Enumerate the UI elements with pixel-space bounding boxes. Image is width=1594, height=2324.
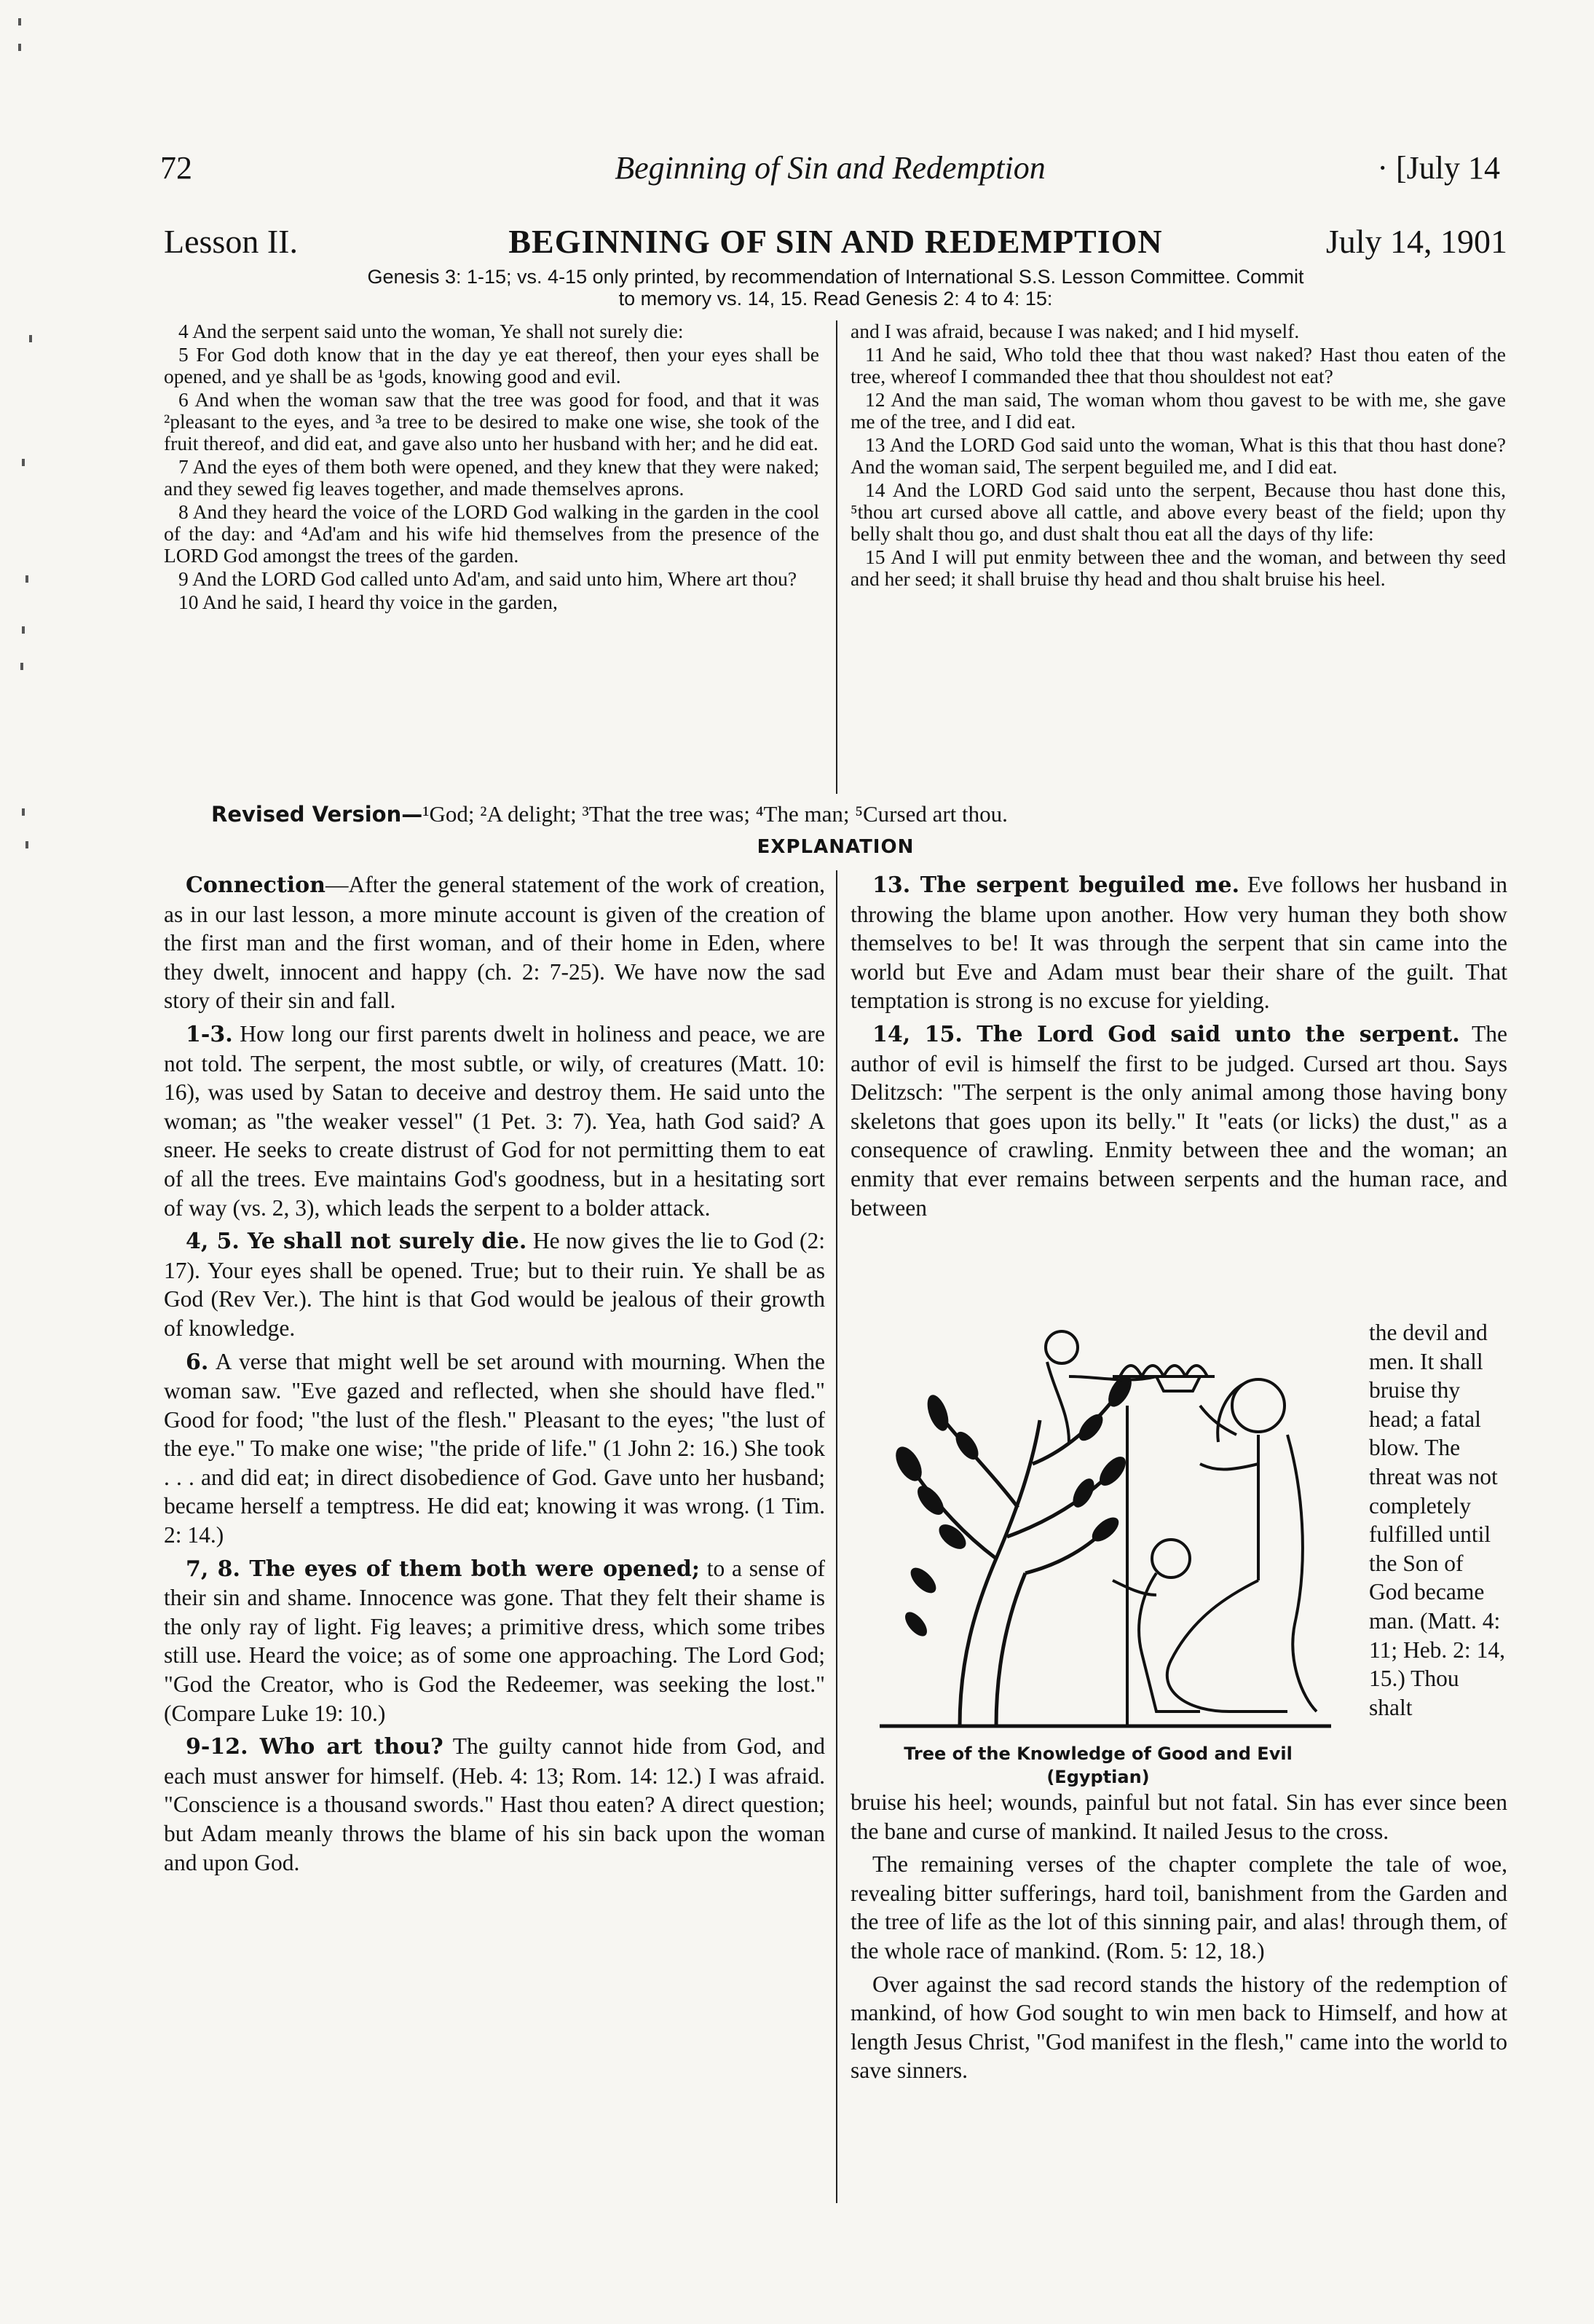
explanation-paragraph xyxy=(164,1347,825,1550)
figure-block xyxy=(851,1318,1507,1792)
scripture-verse: and I was afraid, because I was naked; and I hid myself. xyxy=(851,320,1300,342)
intro-line-1: Genesis 3: 1-15; vs. 4-15 only printed, by recommendation of International S.S. Lesson Committee. Commit xyxy=(367,266,1304,288)
lesson-date: July 14, 1901 xyxy=(1325,223,1507,260)
paragraph-lead: 7, 8. The eyes of them both were opened; xyxy=(186,1556,700,1582)
scripture-verse: 11 And he said, Who told thee that thou wast naked? Hast thou eaten of the tree, whereof I commanded thee that thou shouldest not eat? xyxy=(851,343,1506,387)
scripture-verse: 14 And the LORD God said unto the serpent, Because thou hast done this, ⁵thou art cursed above all cattle, and above every beast of the field; upon thy belly shalt thou go, and dust shalt thou eat all the days of thy life: xyxy=(851,478,1506,545)
revised-label: Revised Version— xyxy=(211,802,423,827)
tree-figure-drawing xyxy=(851,1318,1346,1741)
lesson-title: BEGINNING OF SIN AND REDEMPTION xyxy=(508,223,1163,260)
scripture-verse: 13 And the LORD God said unto the woman, What is this that thou hast done? And the woman said, The serpent beguiled me, and I did eat. xyxy=(851,433,1506,478)
figure-caption xyxy=(851,1742,1346,1789)
explanation-paragraph xyxy=(164,870,825,1015)
scripture-verse: 5 For God doth know that in the day ye eat thereof, then your eyes shall be opened, and ye shall be as ¹gods, knowing good and evil. xyxy=(164,343,819,387)
intro-line-2: to memory vs. 14, 15. Read Genesis 2: 4 to 4: 15: xyxy=(618,288,1053,310)
explanation-paragraph xyxy=(851,1020,1507,1222)
egyptian-tree-illustration xyxy=(851,1318,1346,1762)
paragraph-text: How long our first parents dwelt in holiness and peace, we are not told. The serpent, the most subtle, or wily, of creatures (Matt. 10: 16), was used by Satan to deceive and destroy them. He said unto the woman; as "the weaker vessel" (1 Pet. 3: 7). Yea, hath God said? A sneer. He seeks to create distrust of God for not permitting them to eat of all the trees. Eve maintains God's goodness, but in a hesitating sort of way (vs. 2, 3), which leads the serpent to a bolder attack. xyxy=(164,1020,825,1221)
scripture-right-column xyxy=(851,320,1506,591)
explanation-paragraph: Over against the sad record stands the history of the redemption of mankind, of how God sought to win men back to Himself, and how at length Jesus Christ, "God manifest in the flesh," came into the world to save sinners. xyxy=(851,1971,1507,2084)
paragraph-text: to a sense of their sin and shame. Innocence was gone. That they felt their shame is the only ray of light. Fig leaves; a primitive dress, which some tribes still use. Heard the voice; as of some one approaching. The Lord God; "God the Creator, who is God the Redeemer, was seeking the lost." (Compare Luke 19: 10.) xyxy=(164,1555,825,1726)
scripture-verse: 8 And they heard the voice of the LORD God walking in the garden in the cool of the day: and ⁴Ad'am and his wife hid themselves from the presence of the LORD God amongst the trees of the garden. xyxy=(164,500,819,567)
figure-caption-line-1: Tree of the Knowledge of Good and Evil xyxy=(904,1744,1293,1764)
paragraph-text: A verse that might well be set around with mourning. When the woman saw. "Eve gazed and reflected, when she should have fled." Good for food; "the lust of the flesh." Pleasant to the eyes; "the lust of the eye." To make one wise; "the pride of life." (1 John 2: 16.) She took . . . and did eat; in direct disobedience of God. Gave unto her husband; became herself a temptress. He did eat; knowing it was wrong. (1 Tim. 2: 14.) xyxy=(164,1348,825,1548)
paragraph-lead: 4, 5. Ye shall not surely die. xyxy=(186,1229,527,1255)
revised-text: ¹God; ²A delight; ³That the tree was; ⁴The man; ⁵Cursed art thou. xyxy=(422,801,1008,827)
explanation-paragraph: The remaining verses of the chapter complete the tale of woe, revealing bitter sufferings, hard toil, banishment from the Garden and the tree of life as the lot of this sinning pair, and alas! through them, of the whole race of mankind. (Rom. 5: 12, 18.) xyxy=(851,1851,1507,1963)
explanation-heading: EXPLANATION xyxy=(757,836,915,858)
paragraph-lead: 9-12. Who art thou? xyxy=(186,1734,443,1760)
explanation-left-column xyxy=(164,870,825,1881)
page-number: 72 xyxy=(160,150,192,186)
running-title: Beginning of Sin and Redemption xyxy=(615,150,1046,186)
paragraph-text: —After the general statement of the work of creation, as in our last lesson, a more minute account is given of the creation of the first man and the first woman, and of their home in Eden, where they dwelt, innocent and happy (ch. 2: 7-25). We have now the sad story of their sin and fall. xyxy=(164,872,825,1014)
explanation-paragraph xyxy=(851,870,1507,1015)
scripture-verse: 4 And the serpent said unto the woman, Ye shall not surely die: xyxy=(178,320,684,342)
scripture-verse: 9 And the LORD God called unto Ad'am, and said unto him, Where art thou? xyxy=(178,567,797,590)
explanation-paragraph xyxy=(164,1554,825,1728)
lesson-title-line xyxy=(164,222,1507,266)
scripture-verse: 10 And he said, I heard thy voice in the garden, xyxy=(178,591,558,613)
figure-caption-line-2: (Egyptian) xyxy=(1046,1767,1150,1787)
explanation-paragraph xyxy=(164,1732,825,1877)
lesson-number: Lesson II. xyxy=(164,223,298,260)
paragraph-lead: 1-3. xyxy=(186,1021,233,1047)
explanation-paragraph: bruise his heel; wounds, painful but not fatal. Sin has ever since been the bane and curse of mankind. It nailed Jesus to the cross. xyxy=(851,1789,1507,1844)
explanation-paragraph xyxy=(164,1020,825,1222)
scripture-verse: 12 And the man said, The woman whom thou gavest to be with me, she gave me of the tree, and I did eat. xyxy=(851,388,1506,433)
explanation-right-continuation xyxy=(851,1788,1507,2089)
scripture-left-column xyxy=(164,320,819,615)
paragraph-text: The guilty cannot hide from God, and each must answer for himself. (Heb. 4: 13; Rom. 14: 12.) I was afraid. "Conscience is a thousand swords." Hast thou eaten? A direct question; but Adam meanly throws the blame of his sin back upon the woman and upon God. xyxy=(164,1733,825,1875)
paragraph-lead: 14, 15. The Lord God said unto the serpent. xyxy=(872,1021,1460,1047)
paragraph-text: The author of evil is himself the first to be judged. Cursed art thou. Says Delitzsch: "The serpent is the only animal among those having bony skeletons that goes upon its belly." It "eats (or licks) the dust," as a consequence of crawling. Enmity between thee and the woman; an enmity that ever remains between serpents and the human race, and between xyxy=(851,1020,1507,1221)
scripture-column-divider xyxy=(836,320,837,794)
scripture-verse: 6 And when the woman saw that the tree was good for food, and that it was ²pleasant to the eyes, and ³a tree to be desired to make one wise, she took of the fruit thereof, and did eat, and gave also unto her husband with her; and he did eat. xyxy=(164,388,819,454)
scripture-verse: 7 And the eyes of them both were opened, and they knew that they were naked; and they sewed fig leaves together, and made themselves aprons. xyxy=(164,455,819,500)
explanation-column-divider xyxy=(836,870,837,2203)
explanation-paragraph xyxy=(164,1226,825,1342)
paragraph-lead: Connection xyxy=(186,873,325,898)
lesson-intro xyxy=(164,266,1507,310)
explanation-right-column xyxy=(851,870,1507,1226)
figure-side-text: the devil and men. It shall bruise thy head; a fatal blow. The threat was not completely fulfilled until the Son of God became man. (Matt. 4: 11; Heb. 2: 14, 15.) Thou shalt xyxy=(1369,1320,1505,1720)
paragraph-text: He now gives the lie to God (2: 17). Your eyes shall be opened. True; but to their ruin. Ye shall be as God (Rev Ver.). The hint is that God would be jealous of their growth of knowledge. xyxy=(164,1228,825,1341)
scripture-verse: 15 And I will put enmity between thee and the woman, and between thy seed and her seed; it shall bruise thy head and thou shalt bruise his heel. xyxy=(851,545,1506,590)
revised-version-note xyxy=(211,801,1507,827)
running-date: · [July 14 xyxy=(1377,150,1500,186)
paragraph-text: Eve follows her husband in throwing the blame upon another. How very human they both show themselves to be! It was through the serpent that sin came into the world but Eve and Adam must bear their share of the guilt. That temptation is strong is no excuse for yielding. xyxy=(851,872,1507,1014)
paragraph-lead: 6. xyxy=(186,1349,209,1375)
paragraph-lead: 13. The serpent beguiled me. xyxy=(872,873,1240,898)
